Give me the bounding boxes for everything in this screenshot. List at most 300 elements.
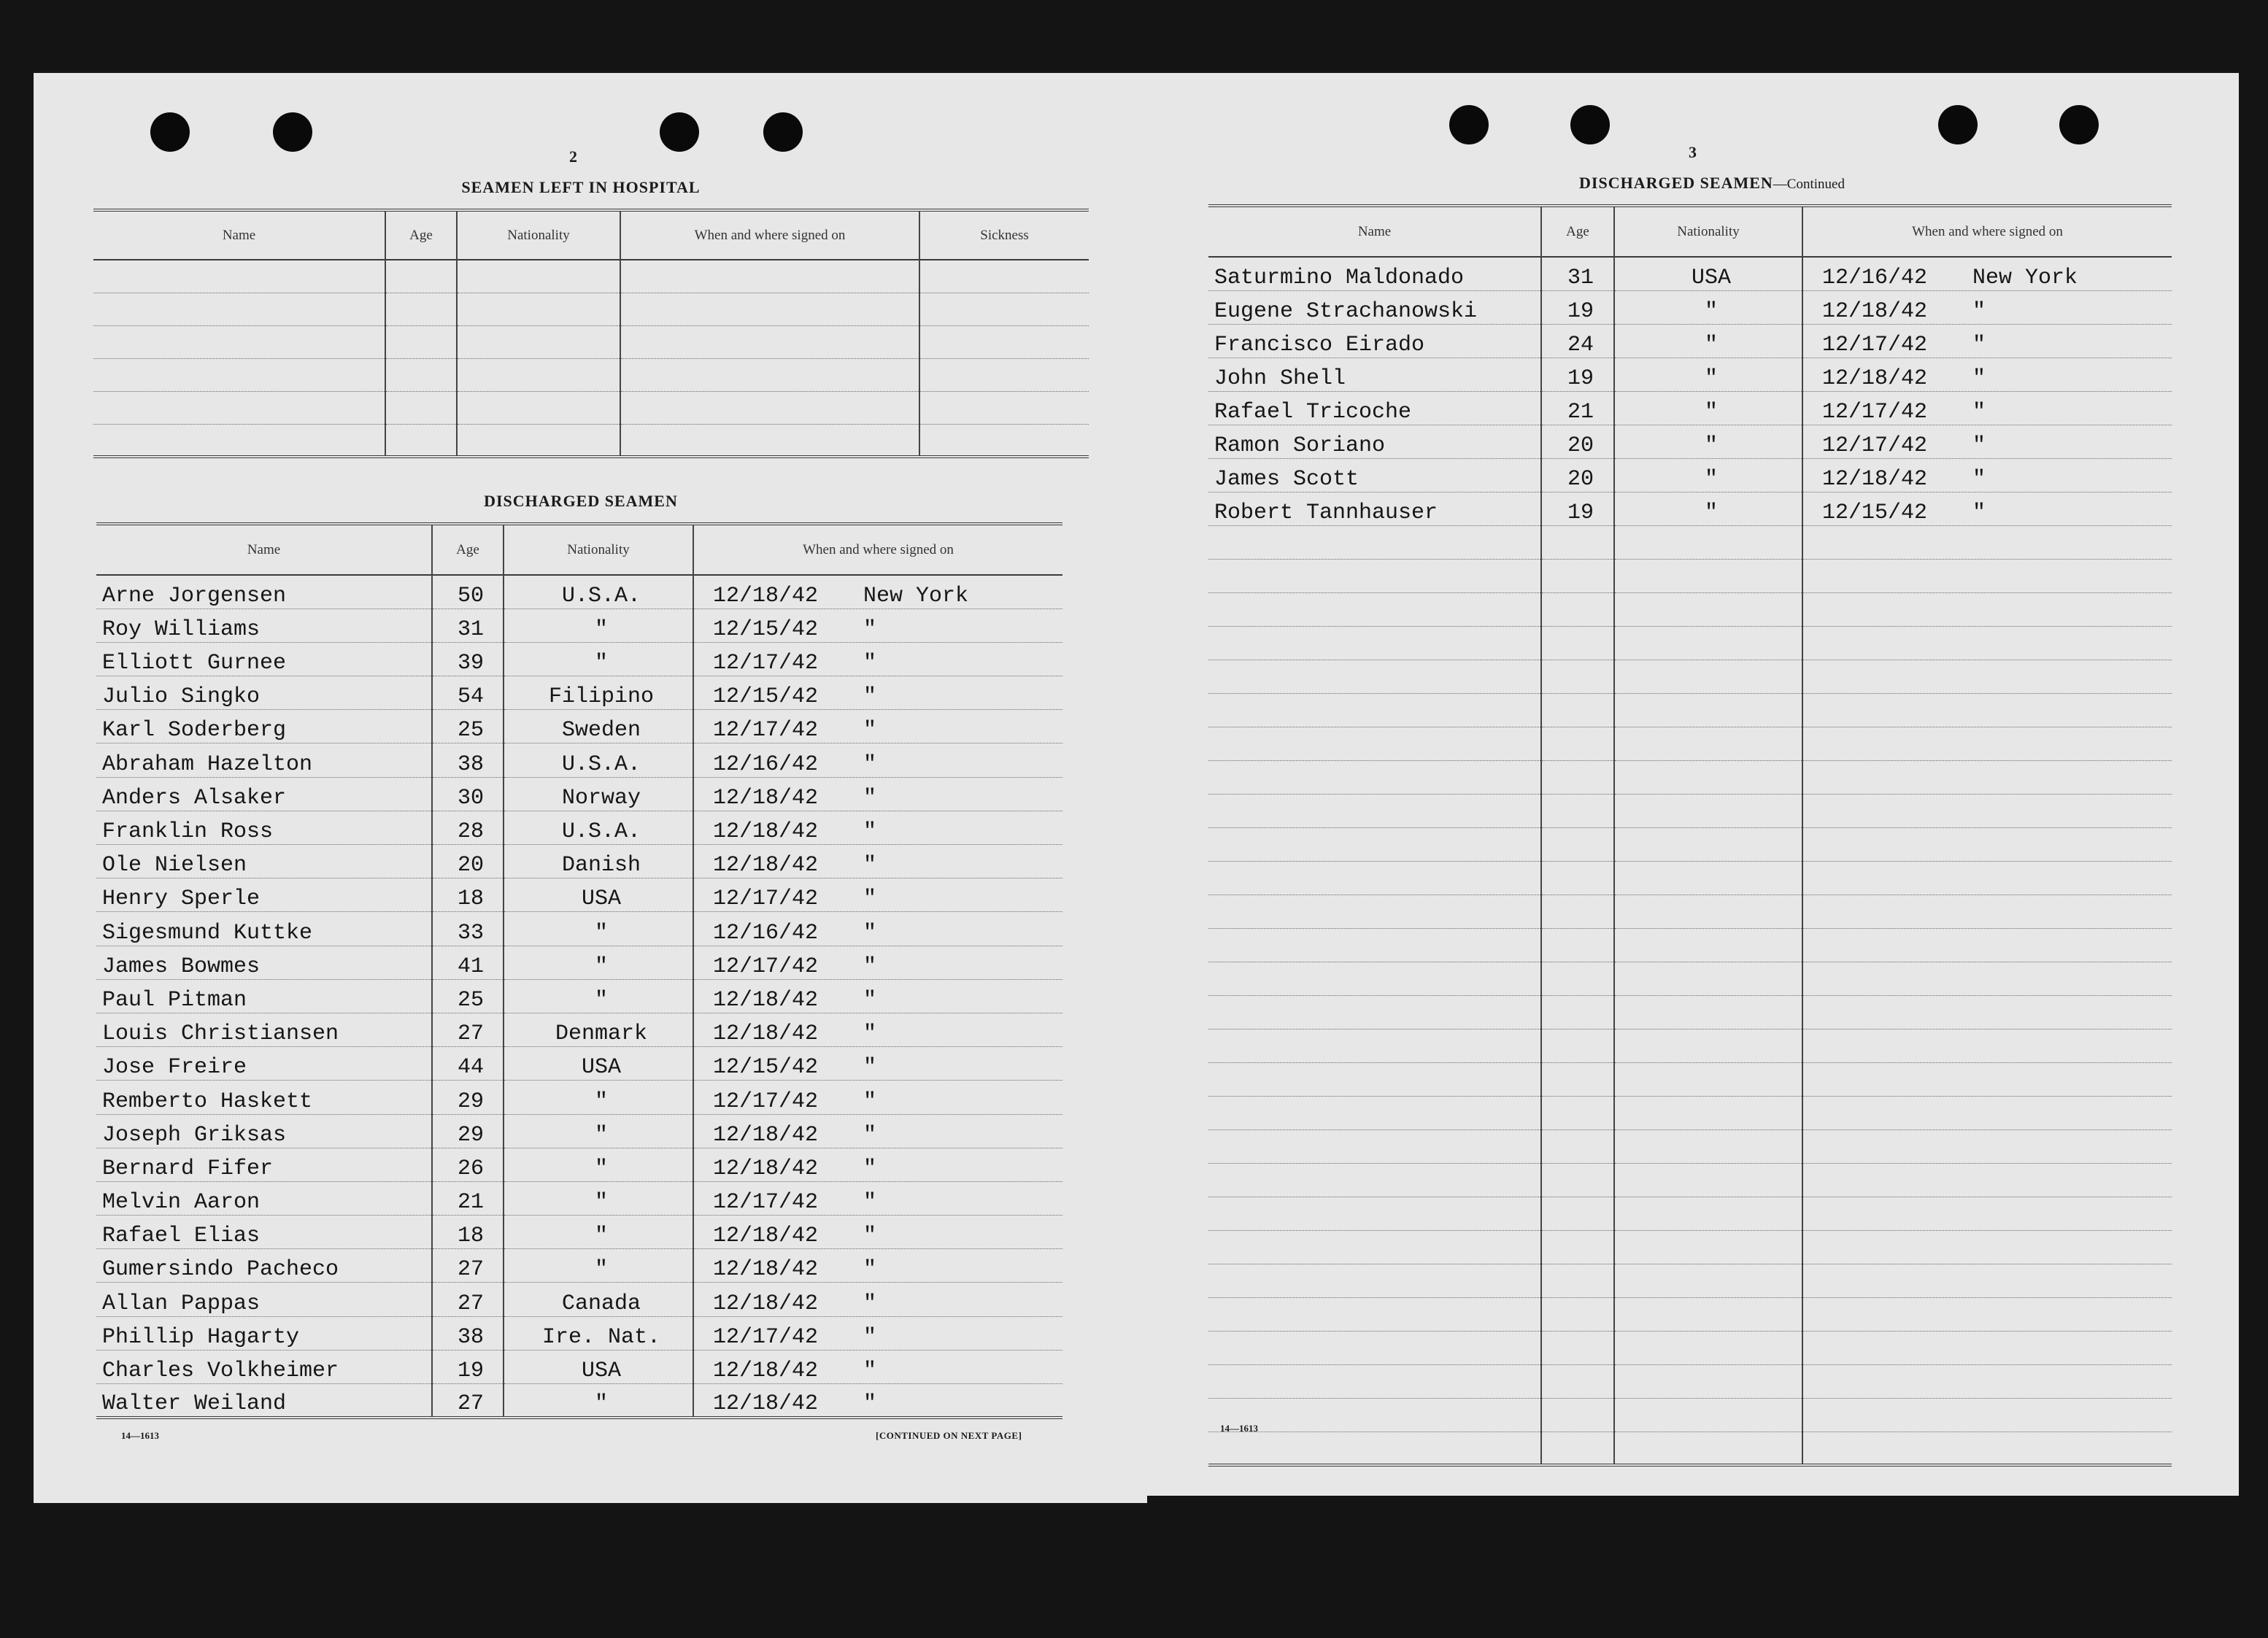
discharged-table	[96, 522, 1062, 1419]
blank-cell	[1802, 794, 2172, 827]
seaman-nationality: "	[1614, 458, 1802, 492]
table-row	[96, 979, 1062, 1013]
seaman-name: Ole Nielsen	[96, 845, 432, 878]
seaman-nationality: "	[504, 1216, 693, 1249]
blank-cell	[1614, 995, 1802, 1029]
blank-cell	[1208, 1264, 1541, 1297]
seaman-nationality: "	[1614, 358, 1802, 391]
signed-on-cell	[693, 946, 1062, 979]
blank-cell	[1208, 1230, 1541, 1264]
blank-cell	[457, 358, 620, 391]
seaman-nationality: USA	[504, 1047, 693, 1081]
blank-cell	[1541, 962, 1614, 995]
blank-cell	[1208, 1331, 1541, 1364]
signed-on-date: 12/15/42	[713, 1055, 819, 1081]
section-title-text: DISCHARGED SEAMEN	[1579, 174, 1773, 192]
signed-on-place: "	[863, 651, 877, 676]
blank-cell	[1541, 559, 1614, 592]
continued-note: [CONTINUED ON NEXT PAGE]	[876, 1430, 1022, 1441]
blank-cell	[1541, 592, 1614, 626]
seaman-nationality: "	[504, 979, 693, 1013]
blank-cell	[1541, 861, 1614, 895]
blank-cell	[1208, 1432, 1541, 1465]
seaman-name: Charles Volkheimer	[96, 1350, 432, 1383]
signed-on-cell	[693, 1114, 1062, 1148]
blank-cell	[1541, 525, 1614, 559]
signed-on-place: "	[863, 1224, 877, 1249]
seaman-age: 19	[432, 1350, 504, 1383]
seaman-name: James Scott	[1208, 458, 1541, 492]
table-row	[96, 1384, 1062, 1418]
blank-cell	[1208, 1029, 1541, 1062]
blank-row	[93, 260, 1089, 293]
seaman-name: Jose Freire	[96, 1047, 432, 1081]
blank-row	[1208, 1230, 2172, 1264]
signed-on-cell	[693, 777, 1062, 811]
column-header: Nationality	[1614, 206, 1802, 257]
seaman-nationality: Danish	[504, 845, 693, 878]
blank-cell	[1802, 1398, 2172, 1432]
seaman-age: 33	[432, 912, 504, 946]
blank-cell	[620, 424, 919, 457]
blank-cell	[1802, 1264, 2172, 1297]
punch-hole	[660, 112, 699, 152]
seaman-age: 29	[432, 1114, 504, 1148]
column-header: Name	[93, 210, 385, 260]
blank-cell	[1614, 827, 1802, 861]
seaman-age: 54	[432, 676, 504, 710]
blank-cell	[1614, 693, 1802, 727]
blank-cell	[620, 391, 919, 424]
right-page	[1143, 73, 2239, 1496]
signed-on-place: "	[1972, 366, 1986, 391]
blank-cell	[1802, 1096, 2172, 1129]
blank-cell	[1614, 962, 1802, 995]
signed-on-cell	[1802, 391, 2172, 425]
table-row	[1208, 492, 2172, 525]
blank-cell	[1802, 760, 2172, 794]
table-row	[1208, 290, 2172, 324]
seaman-name: Paul Pitman	[96, 979, 432, 1013]
punch-hole	[1938, 105, 1978, 144]
blank-cell	[1614, 1029, 1802, 1062]
table-row	[96, 1316, 1062, 1350]
column-header: Age	[385, 210, 457, 260]
blank-cell	[1614, 559, 1802, 592]
blank-row	[1208, 760, 2172, 794]
blank-cell	[93, 391, 385, 424]
column-header: Sickness	[980, 227, 1029, 243]
blank-row	[1208, 559, 2172, 592]
blank-cell	[1541, 1230, 1614, 1264]
seaman-name: James Bowmes	[96, 946, 432, 979]
signed-on-date: 12/18/42	[713, 1224, 819, 1249]
table-row	[96, 1283, 1062, 1316]
signed-on-cell	[693, 1283, 1062, 1316]
signed-on-date: 12/18/42	[713, 853, 819, 878]
blank-cell	[457, 293, 620, 325]
signed-on-cell	[693, 811, 1062, 844]
hospital-table	[93, 209, 1089, 458]
blank-cell	[1614, 1432, 1802, 1465]
column-header: Name	[1208, 206, 1541, 257]
blank-cell	[1208, 995, 1541, 1029]
signed-on-place: "	[863, 1055, 877, 1081]
page-number: 3	[1689, 143, 1697, 161]
blank-cell	[1541, 895, 1614, 928]
blank-cell	[1614, 1163, 1802, 1197]
blank-row	[1208, 827, 2172, 861]
table-row	[1208, 358, 2172, 391]
signed-on-date: 12/17/42	[713, 1324, 819, 1350]
signed-on-cell	[693, 575, 1062, 609]
blank-cell	[1614, 928, 1802, 962]
blank-cell	[93, 293, 385, 325]
signed-on-cell	[693, 1350, 1062, 1383]
blank-cell	[93, 424, 385, 457]
seaman-age: 39	[432, 642, 504, 676]
section-title	[1471, 174, 1953, 193]
signed-on-cell	[693, 609, 1062, 642]
table-row	[96, 1181, 1062, 1215]
table-row	[1208, 257, 2172, 290]
signed-on-place: "	[863, 718, 877, 743]
signed-on-cell	[1802, 358, 2172, 391]
blank-cell	[1614, 1230, 1802, 1264]
blank-cell	[1802, 1197, 2172, 1230]
blank-cell	[93, 325, 385, 358]
blank-cell	[1614, 1096, 1802, 1129]
signed-on-date: 12/18/42	[713, 987, 819, 1013]
seaman-nationality: "	[504, 1249, 693, 1283]
seaman-name: Franklin Ross	[96, 811, 432, 844]
table-row	[1208, 458, 2172, 492]
blank-row	[1208, 1264, 2172, 1297]
table-row	[96, 710, 1062, 743]
signed-on-date: 12/16/42	[713, 752, 819, 777]
signed-on-date: 12/17/42	[713, 954, 819, 979]
seaman-name: Walter Weiland	[96, 1384, 432, 1418]
blank-cell	[1802, 693, 2172, 727]
signed-on-cell	[1802, 257, 2172, 290]
seaman-name: Ramon Soriano	[1208, 425, 1541, 458]
page-number: 2	[569, 147, 577, 166]
blank-cell	[1208, 794, 1541, 827]
blank-cell	[385, 260, 457, 293]
blank-row	[93, 358, 1089, 391]
form-number: 14—1613	[121, 1430, 159, 1441]
signed-on-date: 12/17/42	[1822, 433, 1928, 458]
seaman-nationality: Norway	[504, 777, 693, 811]
blank-cell	[1614, 1398, 1802, 1432]
signed-on-cell	[693, 1181, 1062, 1215]
blank-cell	[1802, 1297, 2172, 1331]
seaman-nationality: "	[1614, 492, 1802, 525]
blank-cell	[1802, 1029, 2172, 1062]
blank-cell	[1541, 928, 1614, 962]
column-header: When and where signed on	[620, 210, 919, 260]
seaman-nationality: "	[504, 1181, 693, 1215]
signed-on-date: 12/18/42	[1822, 366, 1928, 391]
seaman-age: 21	[432, 1181, 504, 1215]
signed-on-place: "	[863, 1391, 877, 1416]
blank-cell	[1208, 962, 1541, 995]
blank-cell	[1208, 626, 1541, 660]
seaman-age: 27	[432, 1013, 504, 1046]
table-row	[96, 1350, 1062, 1383]
blank-cell	[1208, 1129, 1541, 1163]
blank-cell	[1802, 1230, 2172, 1264]
punch-hole	[150, 112, 190, 152]
table-row	[96, 811, 1062, 844]
blank-cell	[1614, 592, 1802, 626]
table-row	[96, 1047, 1062, 1081]
seaman-age: 21	[1541, 391, 1614, 425]
signed-on-place: "	[863, 617, 877, 642]
blank-row	[93, 424, 1089, 457]
blank-cell	[1614, 1062, 1802, 1096]
blank-row	[1208, 1398, 2172, 1432]
seaman-name: Robert Tannhauser	[1208, 492, 1541, 525]
signed-on-cell	[1802, 492, 2172, 525]
table-row	[96, 1216, 1062, 1249]
signed-on-cell	[693, 642, 1062, 676]
seaman-age: 29	[432, 1081, 504, 1114]
blank-cell	[1541, 626, 1614, 660]
signed-on-cell	[693, 1316, 1062, 1350]
blank-cell	[1802, 525, 2172, 559]
seaman-name: Allan Pappas	[96, 1283, 432, 1316]
blank-cell	[385, 293, 457, 325]
signed-on-date: 12/17/42	[1822, 399, 1928, 425]
blank-cell	[1802, 660, 2172, 693]
seaman-name: Bernard Fifer	[96, 1148, 432, 1181]
signed-on-cell	[1802, 290, 2172, 324]
seaman-nationality: "	[504, 946, 693, 979]
seaman-name: Phillip Hagarty	[96, 1316, 432, 1350]
signed-on-date: 12/15/42	[713, 617, 819, 642]
column-header: Nationality	[457, 210, 620, 260]
blank-cell	[1614, 1364, 1802, 1398]
punch-hole	[1570, 105, 1610, 144]
signed-on-date: 12/18/42	[713, 785, 819, 811]
signed-on-date: 12/18/42	[713, 1359, 819, 1383]
blank-cell	[1802, 559, 2172, 592]
table-row	[96, 609, 1062, 642]
signed-on-date: 12/15/42	[713, 684, 819, 710]
table-row	[96, 575, 1062, 609]
blank-cell	[1802, 1331, 2172, 1364]
seaman-age: 25	[432, 710, 504, 743]
table-row	[96, 777, 1062, 811]
signed-on-date: 12/17/42	[713, 651, 819, 676]
signed-on-date: 12/17/42	[713, 718, 819, 743]
signed-on-cell	[1802, 458, 2172, 492]
signed-on-date: 12/18/42	[713, 583, 819, 609]
seaman-nationality: Ire. Nat.	[504, 1316, 693, 1350]
seaman-nationality: "	[504, 1081, 693, 1114]
blank-cell	[1541, 1029, 1614, 1062]
blank-row	[1208, 794, 2172, 827]
blank-row	[1208, 1297, 2172, 1331]
seaman-name: Francisco Eirado	[1208, 324, 1541, 358]
signed-on-date: 12/18/42	[1822, 298, 1928, 324]
table-header	[93, 210, 1089, 260]
blank-cell	[1541, 1197, 1614, 1230]
seaman-nationality: USA	[504, 1350, 693, 1383]
seaman-name: Henry Sperle	[96, 878, 432, 912]
blank-cell	[1541, 1432, 1614, 1465]
blank-cell	[385, 325, 457, 358]
seaman-age: 44	[432, 1047, 504, 1081]
signed-on-place: "	[863, 684, 877, 710]
seaman-name: Joseph Griksas	[96, 1114, 432, 1148]
blank-cell	[93, 260, 385, 293]
signed-on-cell	[693, 1216, 1062, 1249]
column-header: Age	[1541, 206, 1614, 257]
seaman-name: Melvin Aaron	[96, 1181, 432, 1215]
blank-row	[93, 391, 1089, 424]
blank-cell	[1541, 760, 1614, 794]
blank-cell	[1614, 525, 1802, 559]
signed-on-date: 12/18/42	[713, 1122, 819, 1148]
seaman-nationality: "	[1614, 290, 1802, 324]
blank-cell	[1208, 1096, 1541, 1129]
table-row	[1208, 425, 2172, 458]
blank-cell	[1541, 1163, 1614, 1197]
blank-cell	[1614, 1129, 1802, 1163]
blank-cell	[1541, 827, 1614, 861]
punch-hole	[1449, 105, 1489, 144]
table-row	[96, 845, 1062, 878]
signed-on-place: "	[863, 954, 877, 979]
blank-cell	[1802, 962, 2172, 995]
seaman-name: Gumersindo Pacheco	[96, 1249, 432, 1283]
signed-on-cell	[693, 1148, 1062, 1181]
table-row	[96, 1148, 1062, 1181]
signed-on-place: "	[863, 920, 877, 946]
left-page	[34, 73, 1147, 1503]
seaman-age: 31	[1541, 257, 1614, 290]
blank-cell	[1541, 794, 1614, 827]
blank-row	[1208, 660, 2172, 693]
table-row	[96, 878, 1062, 912]
blank-cell	[1208, 861, 1541, 895]
seaman-nationality: "	[504, 1114, 693, 1148]
signed-on-cell	[693, 676, 1062, 710]
seaman-age: 24	[1541, 324, 1614, 358]
signed-on-place: "	[863, 987, 877, 1013]
blank-cell	[1541, 727, 1614, 760]
seaman-age: 25	[432, 979, 504, 1013]
signed-on-place: "	[863, 1156, 877, 1181]
blank-cell	[1614, 1297, 1802, 1331]
seaman-name: Julio Singko	[96, 676, 432, 710]
blank-cell	[457, 260, 620, 293]
seaman-nationality: "	[504, 1384, 693, 1418]
signed-on-date: 12/17/42	[1822, 332, 1928, 358]
seaman-nationality: "	[504, 609, 693, 642]
signed-on-place: "	[863, 1324, 877, 1350]
blank-cell	[1802, 861, 2172, 895]
seaman-nationality: "	[504, 1148, 693, 1181]
blank-cell	[1208, 525, 1541, 559]
blank-cell	[385, 391, 457, 424]
seaman-age: 31	[432, 609, 504, 642]
discharged-section-title: DISCHARGED SEAMEN	[484, 492, 678, 510]
blank-cell	[1802, 1129, 2172, 1163]
seaman-nationality: U.S.A.	[504, 743, 693, 777]
blank-row	[1208, 962, 2172, 995]
seaman-age: 20	[1541, 425, 1614, 458]
signed-on-date: 12/18/42	[1822, 466, 1928, 492]
signed-on-place: "	[863, 1190, 877, 1216]
seaman-name: Anders Alsaker	[96, 777, 432, 811]
seaman-age: 20	[1541, 458, 1614, 492]
signed-on-place: "	[1972, 500, 1986, 525]
signed-on-date: 12/18/42	[713, 819, 819, 844]
blank-cell	[919, 358, 1089, 391]
blank-cell	[620, 325, 919, 358]
blank-row	[1208, 1197, 2172, 1230]
seaman-nationality: U.S.A.	[504, 575, 693, 609]
blank-cell	[1802, 1432, 2172, 1465]
blank-cell	[919, 391, 1089, 424]
signed-on-cell	[693, 1013, 1062, 1046]
seaman-name: Rafael Elias	[96, 1216, 432, 1249]
table-row	[1208, 391, 2172, 425]
seaman-nationality: "	[1614, 391, 1802, 425]
punch-hole	[2059, 105, 2099, 144]
signed-on-date: 12/18/42	[713, 1156, 819, 1181]
table-row	[96, 912, 1062, 946]
table-header	[1208, 206, 2172, 257]
blank-row	[93, 325, 1089, 358]
seaman-nationality: "	[504, 642, 693, 676]
signed-on-place: "	[1972, 298, 1986, 324]
seaman-age: 30	[432, 777, 504, 811]
blank-row	[1208, 895, 2172, 928]
table-row	[1208, 324, 2172, 358]
blank-cell	[1802, 827, 2172, 861]
blank-cell	[1541, 1264, 1614, 1297]
blank-cell	[1541, 1062, 1614, 1096]
seaman-nationality: Denmark	[504, 1013, 693, 1046]
blank-cell	[93, 358, 385, 391]
discharged-continued-table	[1208, 204, 2172, 1467]
blank-cell	[1802, 626, 2172, 660]
seaman-name: Karl Soderberg	[96, 710, 432, 743]
seaman-age: 18	[432, 1216, 504, 1249]
blank-cell	[1614, 760, 1802, 794]
seaman-nationality: Canada	[504, 1283, 693, 1316]
signed-on-place: "	[1972, 466, 1986, 492]
table-header	[96, 524, 1062, 575]
seaman-nationality: USA	[504, 878, 693, 912]
signed-on-date: 12/17/42	[713, 1190, 819, 1216]
signed-on-cell	[693, 1249, 1062, 1283]
blank-cell	[1208, 559, 1541, 592]
blank-cell	[1802, 1163, 2172, 1197]
column-header: Age	[432, 524, 504, 575]
seaman-age: 38	[432, 1316, 504, 1350]
blank-cell	[1614, 861, 1802, 895]
seaman-name: Arne Jorgensen	[96, 575, 432, 609]
blank-cell	[1208, 827, 1541, 861]
seaman-age: 27	[432, 1249, 504, 1283]
column-header: When and where signed on	[1912, 223, 2063, 239]
blank-row	[1208, 1096, 2172, 1129]
